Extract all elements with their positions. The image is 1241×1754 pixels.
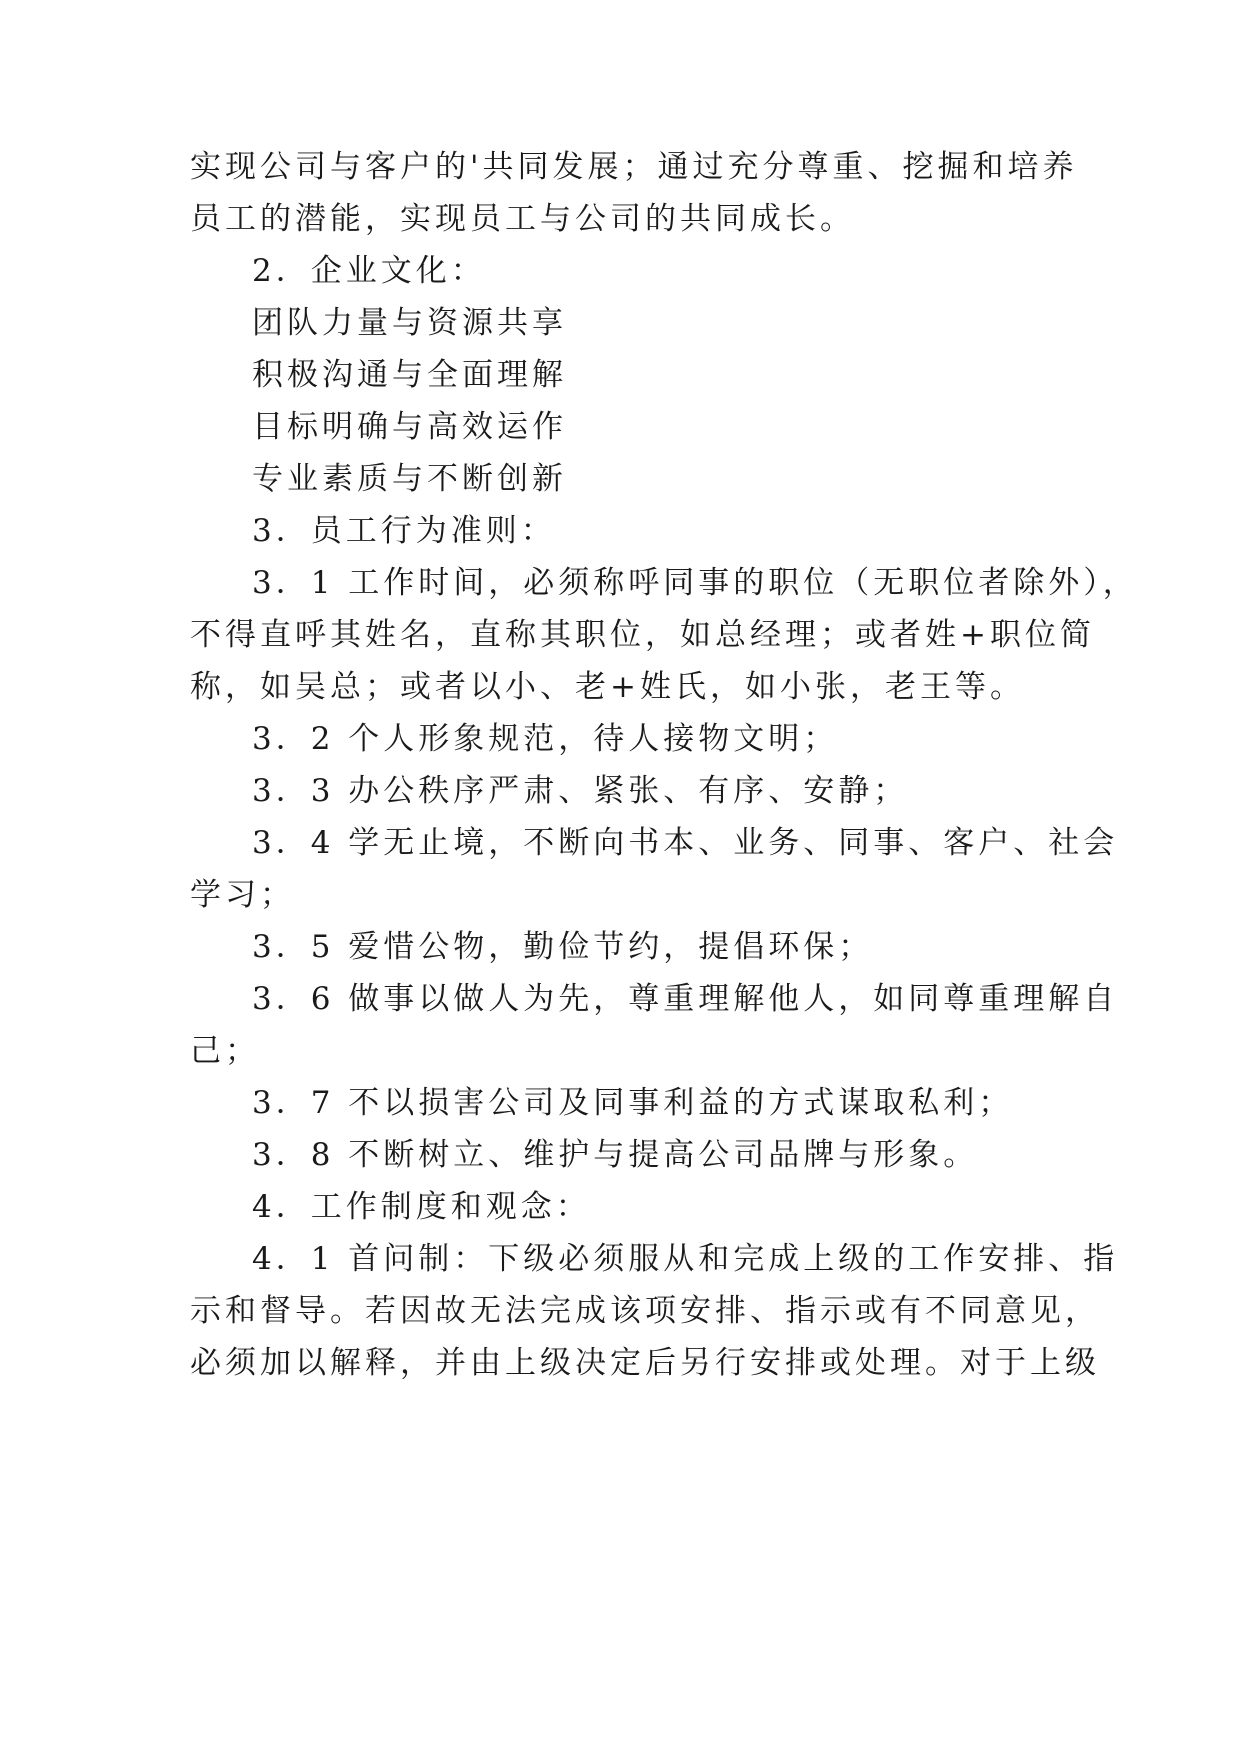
- text-line: 学习；: [190, 877, 295, 913]
- text-line: 3．1 工作时间，必须称呼同事的职位（无职位者除外），: [252, 565, 1138, 601]
- text-line: 不得直呼其姓名，直称其职位，如总经理；或者姓+职位简: [190, 617, 1095, 653]
- text-line: 员工的潜能，实现员工与公司的共同成长。: [190, 201, 855, 237]
- section-heading: 4．工作制度和观念：: [252, 1189, 591, 1225]
- text-line: 己；: [190, 1033, 260, 1069]
- text-line: 3．2 个人形象规范，待人接物文明；: [252, 721, 839, 757]
- list-item: 目标明确与高效运作: [252, 409, 567, 445]
- section-heading: 2．企业文化：: [252, 253, 486, 289]
- text-line: 3．5 爱惜公物，勤俭节约，提倡环保；: [252, 929, 874, 965]
- text-line: 3．6 做事以做人为先，尊重理解他人，如同尊重理解自: [252, 981, 1119, 1017]
- text-line: 必须加以解释，并由上级决定后另行安排或处理。对于上级: [190, 1345, 1100, 1381]
- text-line: 3．7 不以损害公司及同事利益的方式谋取私利；: [252, 1085, 1014, 1121]
- text-line: 称，如吴总；或者以小、老+姓氏，如小张，老王等。: [190, 669, 1025, 705]
- text-line: 3．8 不断树立、维护与提高公司品牌与形象。: [252, 1137, 979, 1173]
- text-line: 3．3 办公秩序严肃、紧张、有序、安静；: [252, 773, 909, 809]
- list-item: 团队力量与资源共享: [252, 305, 567, 341]
- list-item: 专业素质与不断创新: [252, 461, 567, 497]
- text-line: 示和督导。若因故无法完成该项安排、指示或有不同意见，: [190, 1293, 1100, 1329]
- text-line: 4．1 首问制：下级必须服从和完成上级的工作安排、指: [252, 1241, 1119, 1277]
- text-line: 3．4 学无止境，不断向书本、业务、同事、客户、社会: [252, 825, 1119, 861]
- list-item: 积极沟通与全面理解: [252, 357, 567, 393]
- section-heading: 3．员工行为准则：: [252, 513, 556, 549]
- text-line: 实现公司与客户的'共同发展；通过充分尊重、挖掘和培养: [190, 149, 1078, 185]
